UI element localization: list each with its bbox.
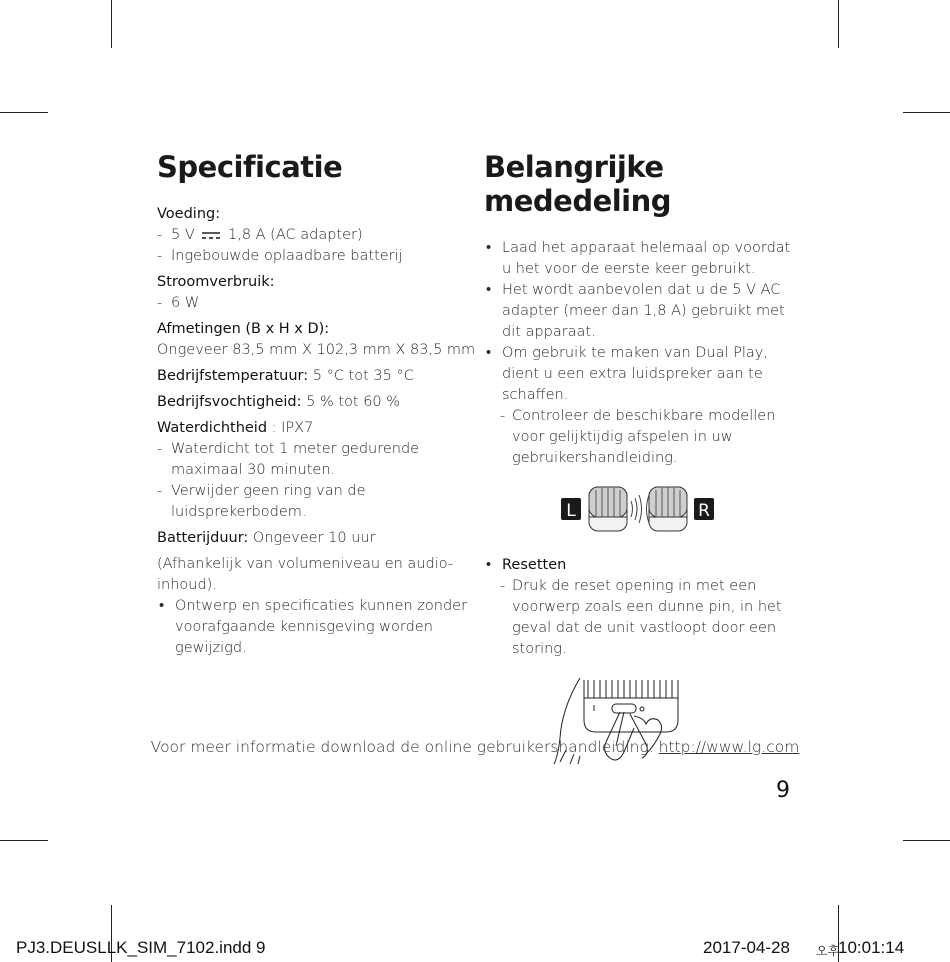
crop-mark bbox=[0, 840, 48, 841]
crop-mark bbox=[903, 840, 950, 841]
waterdichtheid-label: Waterdichtheid bbox=[157, 420, 268, 436]
voeding-label: Voeding: bbox=[157, 206, 221, 222]
afmetingen-label: Afmetingen (B x H x D): bbox=[157, 321, 330, 337]
notice-bullet-3-sub: - Controleer de beschikbare modellen voor gelijktijdig afspelen in uw gebruikershandleiding. bbox=[484, 406, 804, 469]
water-item-1: - Waterdicht tot 1 meter gedurende maximaal 30 minuten. bbox=[157, 439, 477, 481]
speaker-right-icon bbox=[649, 487, 687, 531]
mededeling-title: Belangrijke mededeling bbox=[484, 150, 672, 218]
reset-label: Resetten bbox=[502, 557, 567, 573]
vochtigheid-value: 5 % tot 60 % bbox=[301, 394, 401, 410]
speaker-left-icon bbox=[589, 487, 627, 531]
crop-mark bbox=[903, 112, 950, 113]
right-badge-label: R bbox=[698, 501, 710, 521]
notice-bullet-1: • Laad het apparaat helemaal op voordat u het voor de eerste keer gebruikt. bbox=[484, 238, 804, 280]
specificatie-column bbox=[157, 150, 477, 659]
mededeling-column bbox=[484, 150, 804, 764]
slug-ampm: 오후 bbox=[816, 944, 840, 958]
specificatie-title: Specificatie bbox=[157, 150, 343, 184]
batterij-label: Batterijduur: bbox=[157, 530, 249, 546]
waterdichtheid-row bbox=[157, 418, 477, 439]
footer-note: Voor meer informatie download de online gebruikershandleiding. http://www.lg.com bbox=[150, 738, 800, 756]
design-note: • Ontwerp en specificaties kunnen zonder voorafgaande kennisgeving worden gewijzigd. bbox=[157, 596, 477, 659]
temperatuur-row bbox=[157, 366, 477, 387]
temperatuur-value: 5 °C tot 35 °C bbox=[308, 368, 414, 384]
batterij-row bbox=[157, 528, 477, 549]
vochtigheid-row bbox=[157, 392, 477, 413]
stroom-label: Stroomverbruik: bbox=[157, 274, 275, 290]
waterdichtheid-value: : IPX7 bbox=[267, 420, 314, 436]
lg-website-link[interactable]: http://www.lg.com bbox=[658, 738, 800, 756]
temperatuur-label: Bedrijfstemperatuur: bbox=[157, 368, 309, 384]
batterij-note: (Afhankelijk van volumeniveau en audio-inhoud). bbox=[157, 556, 454, 593]
crop-mark bbox=[838, 0, 839, 48]
speaker-base-icon bbox=[584, 680, 678, 732]
left-badge-label: L bbox=[566, 501, 576, 521]
dc-symbol-icon bbox=[201, 231, 221, 240]
vochtigheid-label: Bedrijfsvochtigheid: bbox=[157, 394, 302, 410]
slug-date: 2017-04-28 bbox=[703, 938, 790, 957]
batterij-value: Ongeveer 10 uur bbox=[248, 530, 376, 546]
crop-mark bbox=[0, 112, 48, 113]
water-item-2: - Verwijder geen ring van de luidsprekerbodem. bbox=[157, 481, 477, 523]
stroom-value: - 6 W bbox=[157, 293, 477, 314]
slug-time: 10:01:14 bbox=[838, 938, 905, 957]
voeding-item-voltage: - 5 V 1,8 A (AC adapter) bbox=[157, 225, 477, 246]
reset-sub: - Druk de reset opening in met een voorwerp zoals een dunne pin, in het geval dat de unit vastloopt door een storing. bbox=[484, 576, 804, 660]
afmetingen-value: Ongeveer 83,5 mm X 102,3 mm X 83,5 mm bbox=[157, 342, 476, 358]
page-number: 9 bbox=[776, 778, 790, 803]
crop-mark bbox=[111, 0, 112, 48]
voeding-item-battery: - Ingebouwde oplaadbare batterij bbox=[157, 246, 477, 267]
slug-file: PJ3.DEUSLLK_SIM_7102.indd 9 bbox=[16, 938, 266, 957]
dual-play-illustration bbox=[484, 479, 804, 539]
notice-bullet-3: • Om gebruik te maken van Dual Play, dient u een extra luidspreker aan te schaffen. bbox=[484, 343, 804, 406]
notice-bullet-2: • Het wordt aanbevolen dat u de 5 V AC adapter (meer dan 1,8 A) gebruikt met dit apparaat. bbox=[484, 280, 804, 343]
